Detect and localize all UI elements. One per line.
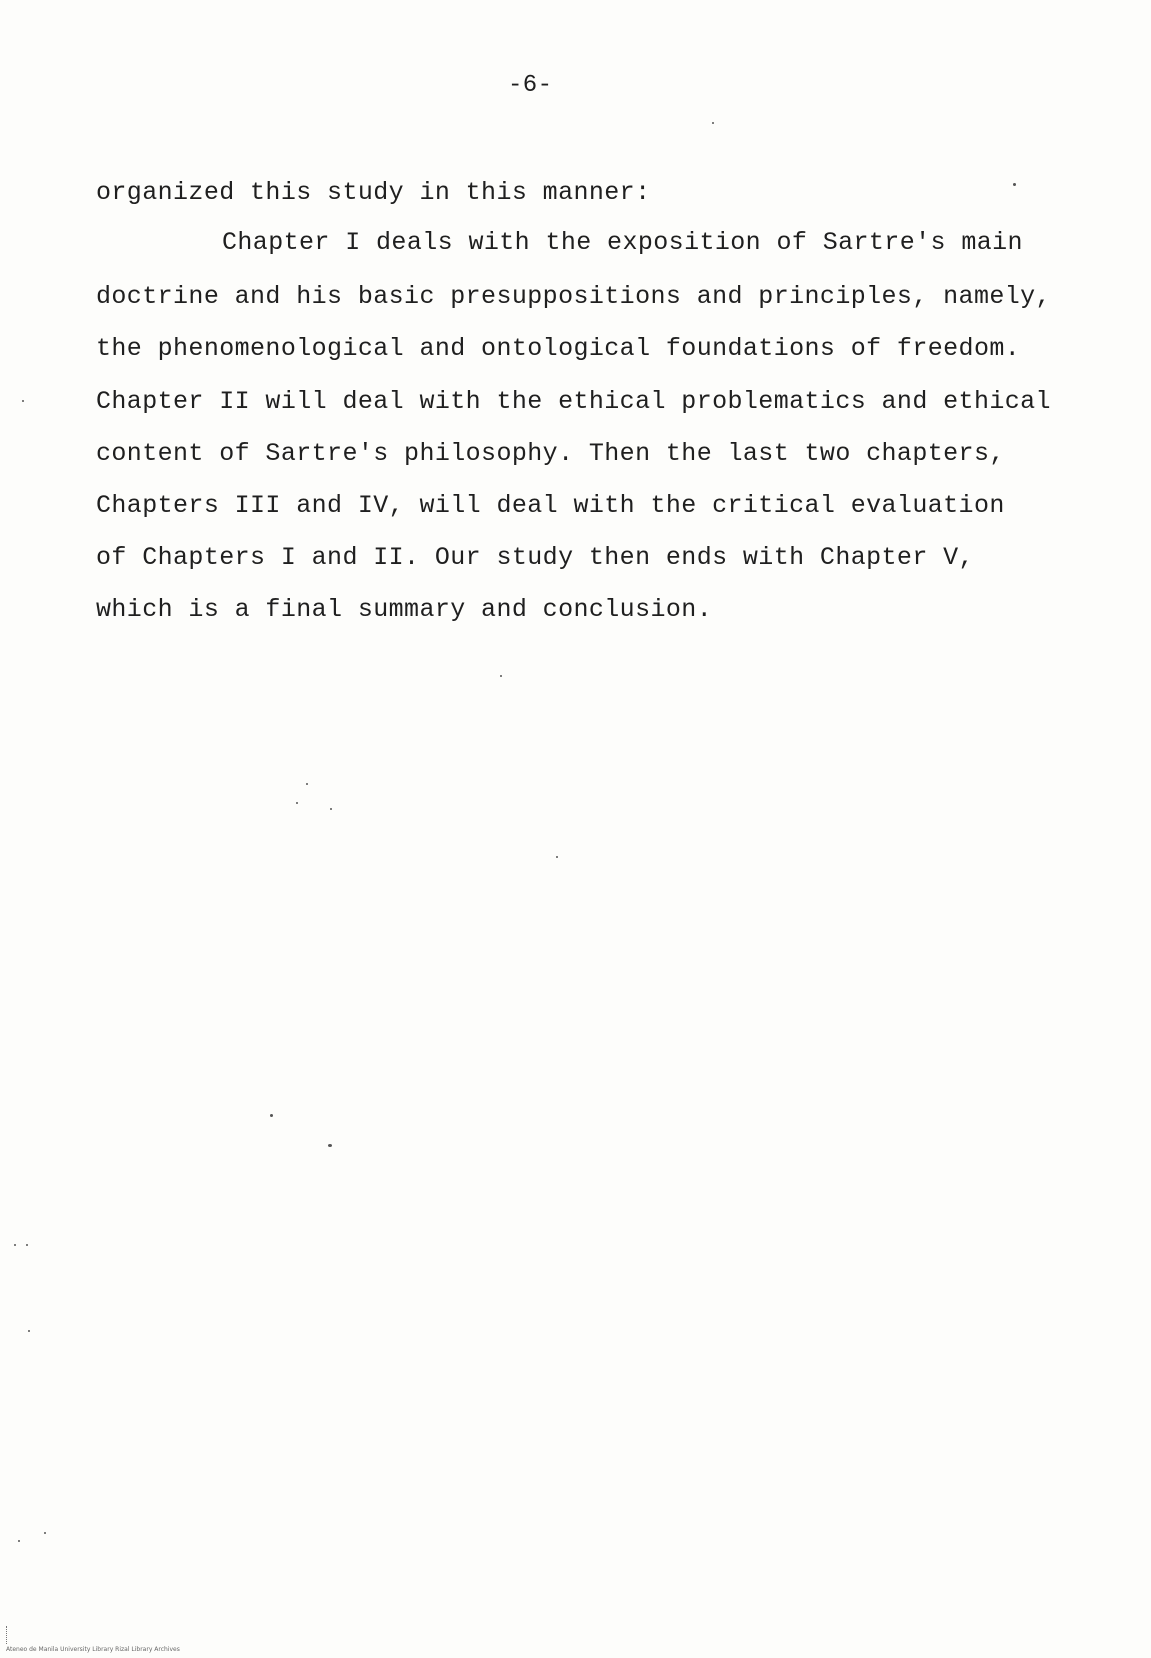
text-line-1: organized this study in this manner: (96, 178, 651, 207)
scan-speck (44, 1532, 46, 1534)
scan-speck (22, 400, 24, 402)
page-number: -6- (508, 72, 553, 99)
text-line-2: Chapter I deals with the exposition of Sartre's main (222, 228, 1023, 257)
scan-speck (306, 783, 308, 785)
text-line-5: Chapter II will deal with the ethical problematics and ethical (96, 387, 1051, 416)
scan-speck (270, 1114, 273, 1117)
text-line-8: of Chapters I and II. Our study then ends with Chapter V, (96, 543, 974, 572)
scan-speck (28, 1330, 30, 1332)
text-line-4: the phenomenological and ontological foundations of freedom. (96, 334, 1021, 363)
text-line-9: which is a final summary and conclusion. (96, 595, 713, 624)
text-line-6: content of Sartre's philosophy. Then the last two chapters, (96, 439, 1005, 468)
text-line-7: Chapters III and IV, will deal with the critical evaluation (96, 491, 1005, 520)
scan-speck (712, 122, 714, 124)
text-line-3: doctrine and his basic presuppositions and principles, namely, (96, 282, 1051, 311)
scan-speck (330, 808, 332, 810)
scan-speck (18, 1540, 20, 1542)
scan-edge-mark (6, 1626, 9, 1644)
scan-speck (328, 1144, 332, 1147)
scan-speck (26, 1244, 28, 1246)
scan-footer-text: Ateneo de Manila University Library Rizal Library Archives (6, 1646, 180, 1653)
scan-speck (556, 856, 558, 858)
scan-speck (500, 675, 502, 677)
scan-speck (1013, 183, 1016, 186)
scan-speck (14, 1244, 16, 1246)
scan-speck (296, 802, 298, 804)
